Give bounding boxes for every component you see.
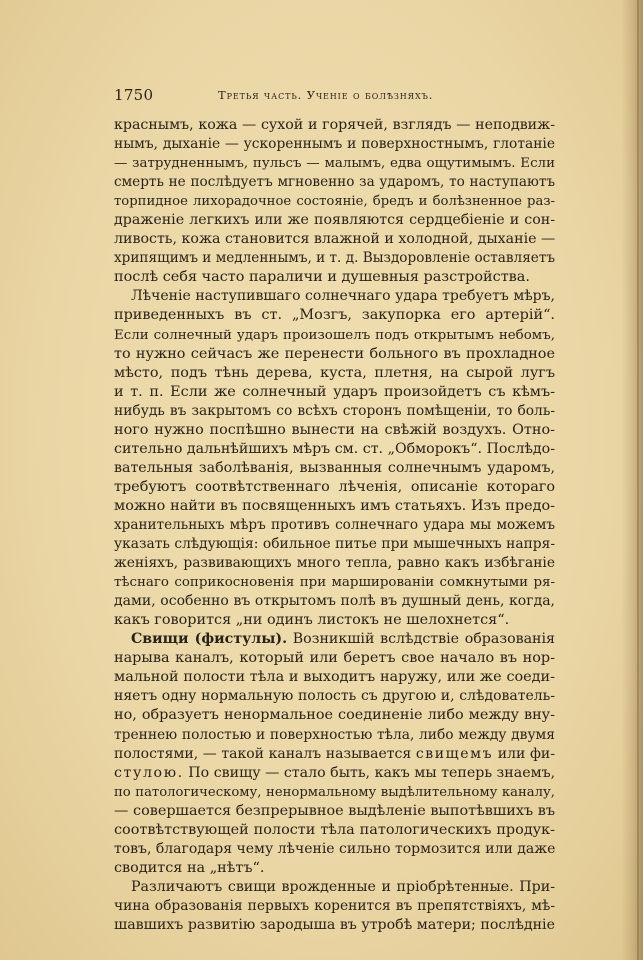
section-heading: Свищи (фистулы). (131, 631, 288, 648)
text-line: ного нужно поспѣшно вынести на свѣжій воздухъ. Отно- (114, 421, 555, 438)
text-line (114, 764, 555, 783)
text-line: приведенныхъ въ ст. „Мозгъ, закупорка его артерій“. (114, 307, 555, 324)
text-line: сводится на „нѣтъ“. (114, 859, 265, 876)
text-line: послѣ себя часто параличи и душевныя разстройства. (114, 269, 530, 286)
spaced-term: стулою. (114, 764, 184, 781)
text-fragment: полостями, — такой каналъ называется (114, 745, 416, 762)
text-line: соотвѣтствующей полости тѣла патологическихъ продук- (114, 821, 555, 838)
text-line: какъ говорится „ни одинъ листокъ не шелохнется“. (114, 612, 510, 629)
text-line: нымъ, дыханіе — ускореннымъ и поверхностнымъ, глотаніе (114, 136, 555, 153)
text-line: ливость, кожа становится влажной и холодной, дыханіе — (114, 231, 556, 248)
text-line: указать слѣдующія: обильное питье при мышечныхъ напря- (114, 536, 555, 553)
text-line: дами, особенно въ открытомъ полѣ въ душный день, когда, (114, 593, 555, 610)
text-line: требуютъ соотвѣтственнаго лѣченія, описаніе котораго (114, 478, 555, 495)
text-line: хрипящимъ и медленнымъ, и т. д. Выздоровленіе оставляетъ (114, 250, 555, 267)
text-line: смерть не послѣдуетъ мгновенно за ударомъ, то наступаютъ (114, 174, 555, 191)
running-head: Третья часть. Ученіе о болѣзняхъ. (218, 88, 434, 102)
text-line: торпидное лихорадочное состояніе, бредъ и болѣзненное раз- (114, 194, 555, 210)
text-line: вательныя заболѣванія, вызванныя солнечнымъ ударомъ, (114, 459, 555, 476)
text-line: то нужно сейчасъ же перенести больного въ прохладное (114, 345, 555, 362)
text-fragment: По свищу — стало быть, какъ мы теперь знаемъ, (183, 764, 556, 781)
text-line: треннею полостью и поверхностью тѣла, либо между двумя (114, 726, 555, 743)
text-line: няетъ одну нормальную полость съ другою и, слѣдователь- (114, 688, 555, 705)
text-line: Различаютъ свищи врожденные и пріобрѣтенные. При- (131, 878, 555, 895)
text-line: драженіе легкихъ или же появляются сердцебіеніе и сон- (114, 212, 555, 229)
text-line: мальной полости тѣла и выходитъ наружу, или же соеди- (114, 669, 555, 686)
body-text (114, 116, 555, 935)
text-line: и т. п. Если же солнечный ударъ произойдетъ съ кѣмъ- (114, 383, 555, 400)
text-line: можно найти въ посвященныхъ имъ статьяхъ. Изъ предо- (114, 497, 555, 514)
text-line (114, 745, 555, 764)
text-fragment: Возникшій вслѣдствіе образованія (287, 631, 556, 648)
section-heading-line (114, 630, 555, 649)
text-line: мѣсто, подъ тѣнь дерева, куста, плетня, на сырой лугъ (114, 364, 555, 381)
spaced-term: свищемъ (415, 745, 494, 762)
text-line: женіяхъ, развивающихъ много тепла, равно какъ избѣганіе (114, 555, 555, 572)
text-line: тѣснаго соприкосновенія при маршированіи сомкнутыми ря- (114, 575, 555, 591)
text-line: товъ, благодаря чему лѣченіе сильно тормозится или даже (114, 840, 556, 857)
text-line: нибудь въ закрытомъ со всѣхъ сторонъ помѣщеніи, то боль- (114, 402, 555, 419)
text-line: — совершается безпрерывное выдѣленіе выпотѣвшихъ въ (114, 802, 555, 819)
text-line: чина образованія первыхъ коренится въ препятствіяхъ, мѣ- (114, 897, 555, 914)
text-line: Лѣченіе наступившаго солнечнаго удара требуетъ мѣръ, (131, 288, 555, 305)
page-number: 1750 (114, 86, 154, 104)
text-line: — затрудненнымъ, пульсъ — малымъ, едва ощутимымъ. Если (114, 156, 555, 172)
text-fragment: или фи- (493, 745, 555, 762)
text-line: краснымъ, кожа — сухой и горячей, взглядъ — неподвиж- (114, 117, 555, 133)
page-header (114, 86, 554, 106)
text-line: сительно дальнѣйшихъ мѣръ см. ст. „Обморокъ“. Послѣдо- (114, 440, 555, 457)
text-line: Если солнечный ударъ произошелъ подъ открытымъ небомъ, (114, 327, 555, 343)
text-line: хранительныхъ мѣръ противъ солнечнаго удара мы можемъ (114, 516, 555, 533)
text-line: шавшихъ развитію зародыша въ утробѣ матери; послѣдніе (114, 916, 555, 933)
page-edge-shadow (621, 0, 643, 960)
text-line: по патологическому, ненормальному выдѣлительному каналу, (114, 784, 555, 800)
text-line: нарыва каналъ, который или беретъ свое начало въ нор- (114, 650, 555, 667)
text-line: но, образуетъ ненормальное соединеніе либо между вну- (114, 707, 555, 724)
